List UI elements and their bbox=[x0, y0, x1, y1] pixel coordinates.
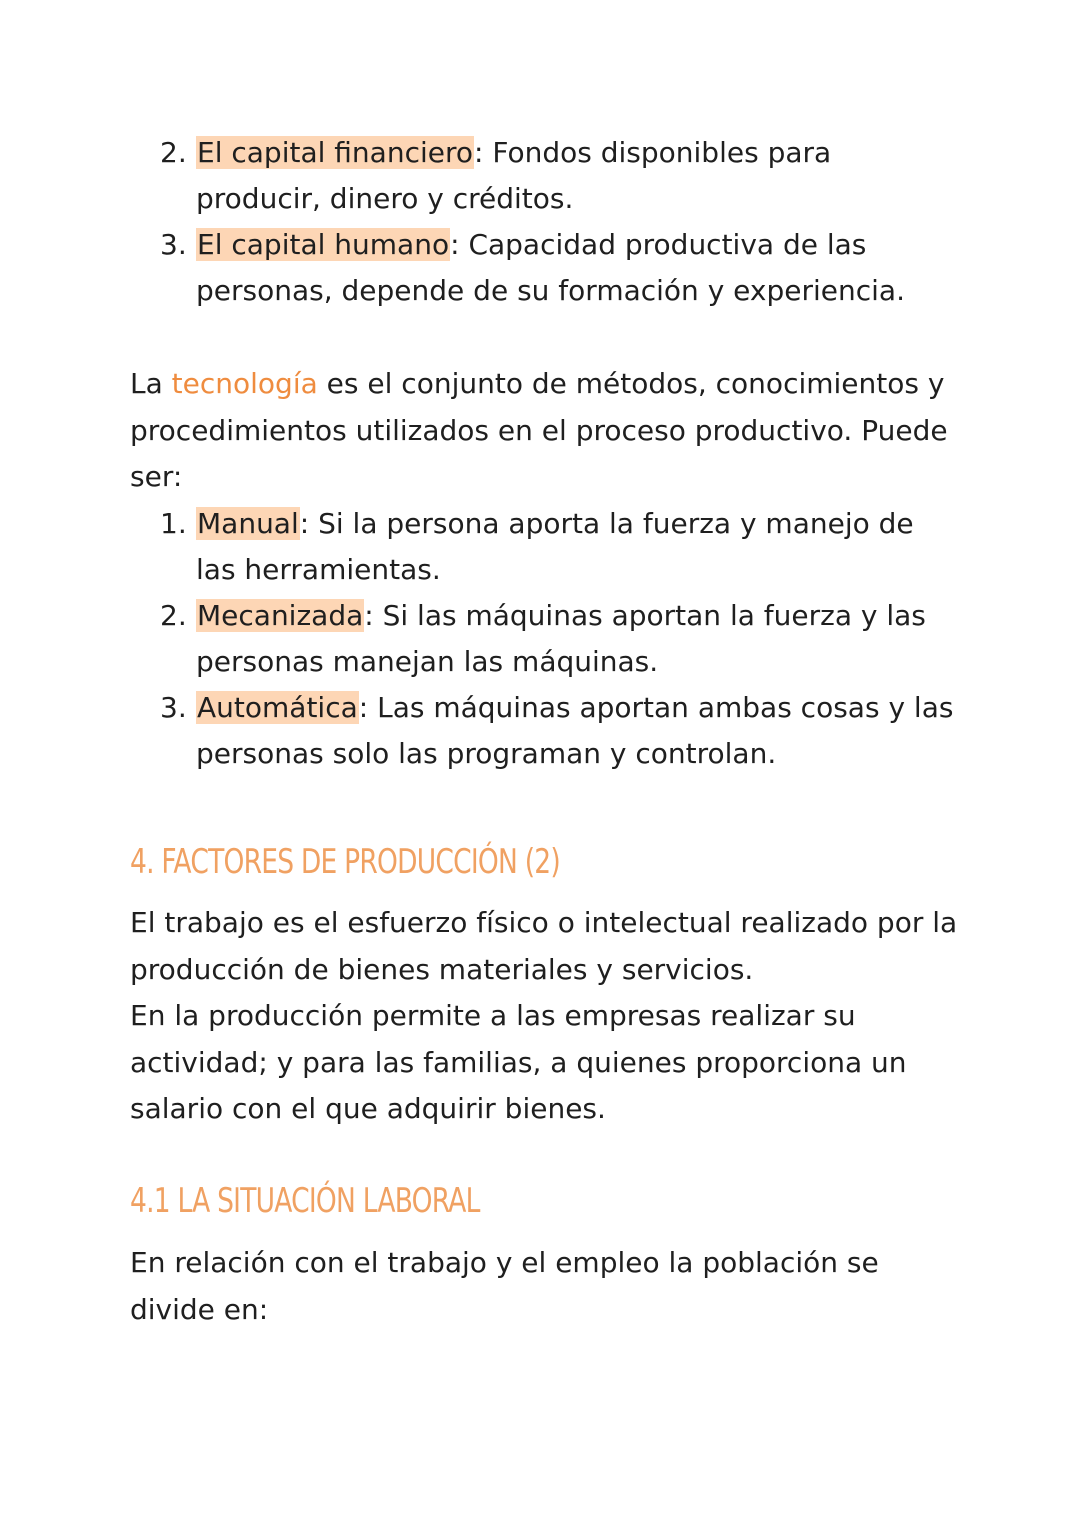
list-item bbox=[160, 685, 960, 777]
highlighted-term: Manual bbox=[197, 507, 299, 540]
situacion-paragraph: En relación con el trabajo y el empleo la población se divide en: bbox=[130, 1246, 879, 1326]
capital-list bbox=[160, 130, 960, 314]
highlighted-term: El capital financiero bbox=[197, 136, 474, 169]
list-number: 2. bbox=[160, 599, 187, 632]
list-number: 3. bbox=[160, 228, 187, 261]
tecnologia-term: tecnología bbox=[171, 367, 318, 400]
tecnologia-list bbox=[160, 501, 960, 777]
list-item bbox=[160, 130, 960, 222]
highlighted-term: El capital humano bbox=[197, 228, 450, 261]
paragraph-prefix: La bbox=[130, 367, 172, 400]
produccion-paragraph: En la producción permite a las empresas realizar su actividad; y para las familias, a quienes proporciona un salario con el que adquirir bienes. bbox=[130, 999, 907, 1125]
list-number: 2. bbox=[160, 136, 187, 169]
list-item-text: : Si las máquinas aportan la fuerza y las personas manejan las máquinas. bbox=[196, 599, 926, 678]
list-number: 1. bbox=[160, 507, 187, 540]
highlighted-term: Mecanizada bbox=[197, 599, 364, 632]
subsection-heading: 4.1 LA SITUACIÓN LABORAL bbox=[130, 1181, 480, 1221]
list-item-text: : Fondos disponibles para producir, dinero y créditos. bbox=[196, 136, 832, 215]
list-item bbox=[160, 501, 960, 593]
list-item-text: : Capacidad productiva de las personas, depende de su formación y experiencia. bbox=[196, 228, 905, 307]
list-number: 3. bbox=[160, 691, 187, 724]
section-heading: 4. FACTORES DE PRODUCCIÓN (2) bbox=[130, 842, 560, 882]
tecnologia-paragraph bbox=[130, 361, 970, 501]
list-item-text: : Las máquinas aportan ambas cosas y las personas solo las programan y controlan. bbox=[196, 691, 954, 770]
list-item bbox=[160, 593, 960, 685]
list-item bbox=[160, 222, 960, 314]
trabajo-paragraph: El trabajo es el esfuerzo físico o intelectual realizado por la producción de bienes materiales y servicios. bbox=[130, 906, 958, 986]
highlighted-term: Automática bbox=[197, 691, 358, 724]
paragraph-text: es el conjunto de métodos, conocimientos y procedimientos utilizados en el proceso productivo. Puede ser: bbox=[130, 367, 948, 493]
list-item-text: : Si la persona aporta la fuerza y manejo de las herramientas. bbox=[196, 507, 914, 586]
